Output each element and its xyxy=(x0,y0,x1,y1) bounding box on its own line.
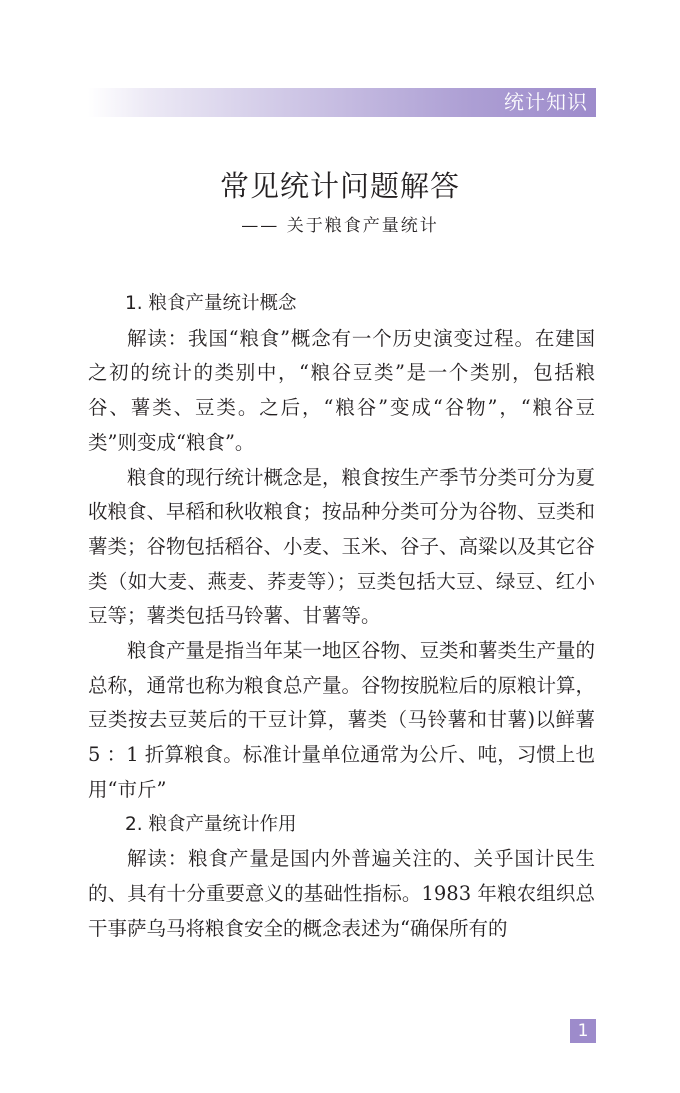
page-number: 1 xyxy=(570,1019,596,1043)
article-subtitle: —— 关于粮食产量统计 xyxy=(241,216,439,236)
section-heading-2: 2. 粮食产量统计作用 xyxy=(125,813,297,835)
article-title: 常见统计问题解答 xyxy=(219,169,460,203)
paragraph-1: 解读：我国“粮食”概念有一个历史演变过程。在建国之初的统计的类别中，“粮谷豆类”是一个类别，包括粮谷、薯类、豆类。之后，“粮谷”变成“谷物”，“粮谷豆类”则变成“粮食”。 xyxy=(88,326,595,454)
section-header-band xyxy=(88,88,596,117)
section-label: 统计知识 xyxy=(504,90,588,114)
article-body xyxy=(88,287,595,946)
paragraph-4: 解读：粮食产量是国内外普遍关注的、关乎国计民生的、具有十分重要意义的基础性指标。1983 年粮农组织总干事萨乌马将粮食安全的概念表述为“确保所有的 xyxy=(88,847,595,940)
section-heading-1: 1. 粮食产量统计概念 xyxy=(125,293,297,314)
paragraph-3: 粮食产量是指当年某一地区谷物、豆类和薯类生产量的总称，通常也称为粮食总产量。谷物按脱粒后的原粮计算，豆类按去豆荚后的干豆计算，薯类（马铃薯和甘薯)以鲜薯 5 ：1 折算粮食。标准计量单位通常为公斤、吨，习惯上也用“市斤” xyxy=(88,639,596,801)
paragraph-2: 粮食的现行统计概念是，粮食按生产季节分类可分为夏收粮食、早稻和秋收粮食；按品种分类可分为谷物、豆类和薯类；谷物包括稻谷、小麦、玉米、谷子、高粱以及其它谷类（如大麦、燕麦、荞麦等）；豆类包括大豆、绿豆、红小豆等；薯类包括马铃薯、甘薯等。 xyxy=(88,465,596,628)
